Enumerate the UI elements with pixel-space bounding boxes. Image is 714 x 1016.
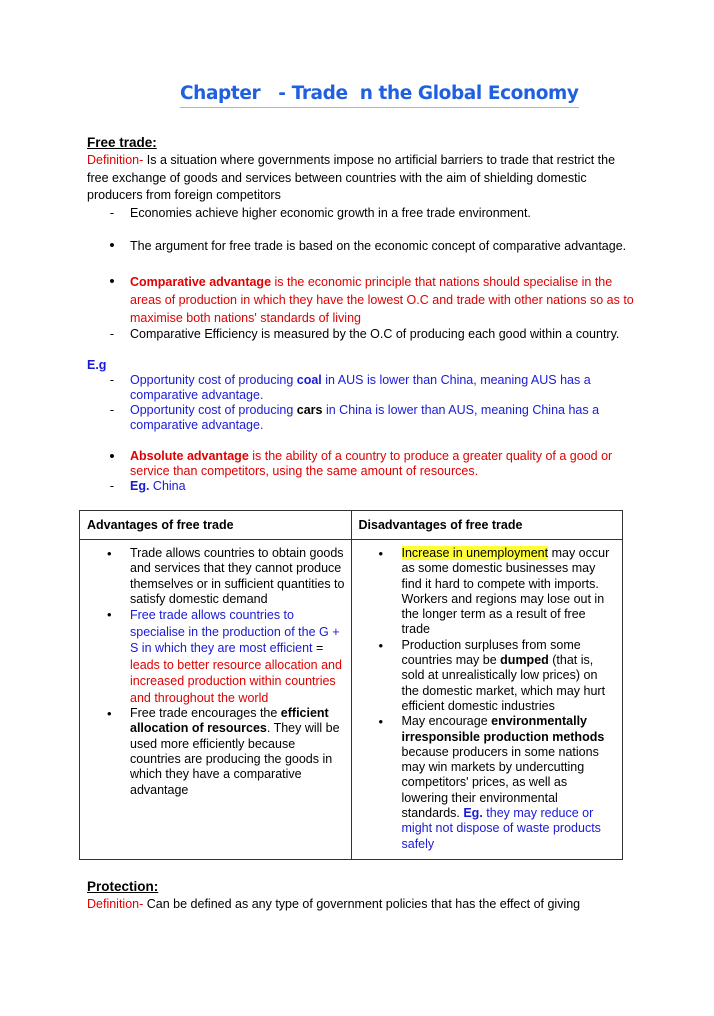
- list-item: [352, 638, 617, 714]
- bullet-marker: •: [378, 546, 384, 561]
- advantages-cell: [80, 540, 352, 860]
- eg-text: in China is lower than AUS, meaning China has a comparative advantage.: [130, 403, 600, 432]
- advantage-text-red: leads to better resource allocation and increased production within countries and throughout the world: [130, 657, 342, 705]
- list-item: [105, 479, 635, 494]
- page-title: Chapter - Trade n the Global Economy: [180, 83, 579, 108]
- list-item: [105, 449, 635, 479]
- eg-label-inline: Eg.: [463, 806, 483, 821]
- list-item-text: The argument for free trade is based on the economic concept of comparative advantage.: [130, 239, 627, 253]
- eg-text: Opportunity cost of producing: [130, 373, 297, 387]
- bullet-marker: •: [107, 546, 112, 561]
- bullet-marker: •: [109, 237, 115, 254]
- dash-marker: -: [109, 327, 115, 341]
- term-comparative-advantage: Comparative advantage: [130, 275, 272, 289]
- advantage-text: Free trade encourages the: [130, 706, 281, 721]
- list-item-text: Economies achieve higher economic growth in a free trade environment.: [130, 206, 531, 220]
- dash-marker: -: [109, 373, 115, 387]
- disadvantage-text: may occur as some domestic businesses may find it hard to compete with imports. Workers and regions may lose out in the longer term as a result of free trade: [401, 546, 610, 637]
- advantages-disadvantages-table: [79, 510, 623, 860]
- definition-label: Definition-: [87, 897, 144, 911]
- list-item-text: is the economic principle that nations should specialise in the areas of production in which they have the lowest O.C and trade with other nations so as to maximise both nations' standards of living: [130, 275, 634, 325]
- bullet-marker: •: [107, 607, 112, 623]
- protection-heading: Protection:: [87, 879, 159, 894]
- list-item-text: is the ability of a country to produce a greater quality of a good or service than competitors, using the same amount of resources.: [130, 449, 613, 478]
- bullet-marker: •: [109, 273, 115, 290]
- protection-definition: [87, 896, 637, 914]
- list-item: [80, 706, 345, 798]
- eg-label: E.g: [87, 358, 107, 372]
- disadvantage-text: Production surpluses from some countries may be: [401, 637, 581, 668]
- disadvantage-text: May encourage: [401, 714, 492, 729]
- eg-text: Opportunity cost of producing: [130, 403, 297, 417]
- term-coal: coal: [296, 373, 322, 387]
- title-container: [180, 83, 579, 108]
- list-item: [352, 714, 617, 852]
- dash-marker: -: [109, 479, 115, 493]
- bullet-marker: •: [378, 637, 384, 653]
- bullet-marker: •: [378, 714, 384, 730]
- list-item: [80, 607, 345, 706]
- header-advantages: Advantages of free trade: [80, 511, 352, 540]
- header-disadvantages: Disadvantages of free trade: [351, 511, 623, 540]
- bullet-marker: •: [107, 706, 112, 722]
- term-cars: cars: [296, 403, 323, 417]
- list-item: [105, 403, 635, 433]
- definition-text: Can be defined as any type of government policies that has the effect of giving: [143, 897, 581, 911]
- eg-text: China: [149, 479, 186, 493]
- disadvantage-text: because producers in some nations may win markets by undercutting competitors' prices, as well as lowering their environmental standards.: [401, 744, 599, 821]
- list-item: [105, 273, 635, 327]
- list-item: [80, 546, 345, 607]
- eg-text: they may reduce or might not dispose of waste products safely: [401, 806, 601, 851]
- list-item: [105, 373, 635, 403]
- term-efficient-allocation: efficient allocation of resources: [130, 706, 329, 736]
- term-environmental: environmentally irresponsible production methods: [401, 714, 605, 744]
- list-item: [105, 206, 635, 221]
- list-item: [105, 327, 635, 342]
- table-header-row: [80, 511, 623, 540]
- free-trade-heading: Free trade:: [87, 135, 157, 150]
- eg-text: in AUS is lower than China, meaning AUS has a comparative advantage.: [130, 373, 591, 402]
- list-item: [105, 237, 635, 255]
- advantage-text-blue: Free trade allows countries to specialise in the production of the G + S in which they are most efficient: [130, 608, 340, 656]
- term-dumped: dumped: [500, 653, 549, 668]
- list-item-text: Comparative Efficiency is measured by the O.C of producing each good within a country.: [130, 327, 620, 341]
- disadvantages-cell: [351, 540, 623, 860]
- equals-sign: =: [312, 641, 324, 656]
- free-trade-definition: [87, 152, 637, 205]
- definition-text: Is a situation where governments impose no artificial barriers to trade that restrict the free exchange of goods and services between countries with the aim of shielding domestic producers from foreign competitors: [87, 153, 616, 202]
- advantage-text: Trade allows countries to obtain goods and services that they cannot produce themselves or in sufficient quantities to satisfy domestic demand: [130, 546, 345, 606]
- bullet-marker: •: [109, 448, 115, 465]
- list-item: [352, 546, 617, 638]
- dash-marker: -: [109, 206, 115, 220]
- table-row: [80, 540, 623, 860]
- dash-marker: -: [109, 403, 115, 417]
- advantage-text: . They will be used more efficiently because countries are producing the goods in which they have a comparative advantage: [130, 721, 340, 797]
- definition-label: Definition-: [87, 153, 144, 167]
- term-absolute-advantage: Absolute advantage: [130, 449, 249, 463]
- eg-label-inline: Eg.: [130, 479, 150, 493]
- highlighted-text: Increase in unemployment: [401, 546, 549, 560]
- disadvantage-text: (that is, sold at unrealistically low prices) on the domestic market, which may hurt efficient domestic industries: [401, 653, 606, 713]
